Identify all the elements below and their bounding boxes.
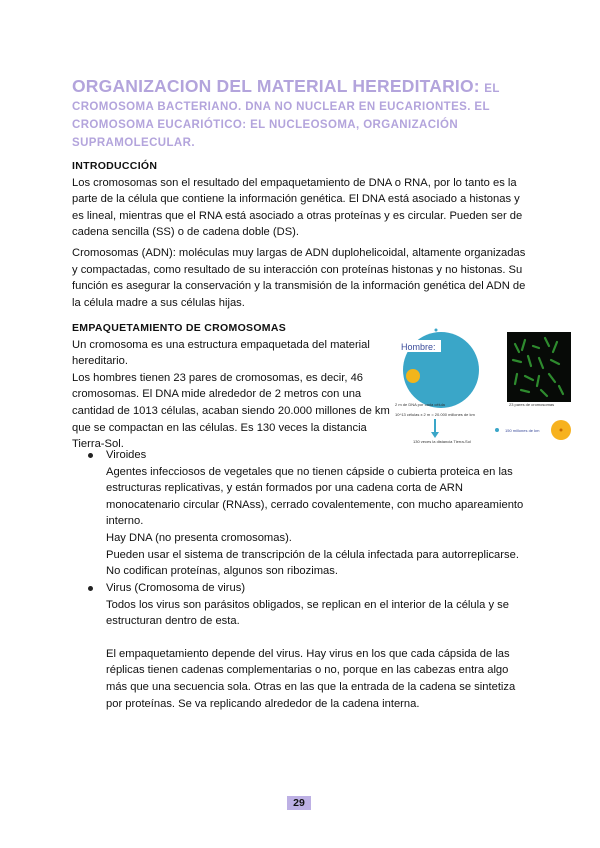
text-line: No codifican proteínas, algunos son ribozimas. — [106, 565, 338, 578]
viroids-title: Viroides — [106, 449, 147, 461]
text-line: El empaquetamiento depende del virus. Hay virus en los que cada cápsida de las — [106, 647, 510, 660]
sun-center — [560, 429, 563, 432]
text-line: por proteínas. Se va replicando alrededor de la cadena interna. — [106, 697, 420, 710]
packing-heading: EMPAQUETAMIENTO DE CROMOSOMAS — [72, 322, 287, 334]
title-line-2: CROMOSOMA BACTERIANO. DNA NO NUCLEAR EN EUCARIONTES. EL — [72, 101, 490, 113]
text-line: réplicas tienen cadenas complementarias o no, porque en las cabezas entra algo — [106, 664, 509, 677]
packing-section — [72, 320, 392, 453]
caption-sun: 150 millones de km — [505, 428, 540, 433]
text-line: Los cromosomas son el resultado del empaquetamiento de DNA o RNA, por lo tanto es la — [72, 176, 517, 189]
label-hombre: Hombre: — [401, 342, 436, 352]
text-line: estructuras replicativas, y están formados por una cadena corta de ARN — [106, 482, 463, 495]
text-line: cadena sencilla (SS) o de cadena doble (DS). — [72, 226, 299, 239]
bullet-viruses — [88, 580, 528, 712]
text-line: Agentes infecciosos de vegetales que no tienen cápside o cubierta proteica en las — [106, 465, 513, 478]
text-line: que se compactan en las células. Es 130 veces la distancia — [72, 421, 367, 434]
packing-paragraph — [72, 337, 392, 453]
intro-section — [72, 158, 528, 241]
document-title — [72, 76, 532, 152]
text-line: interno. — [106, 515, 144, 528]
title-line-3: CROMOSOMA EUCARIÓTICO: EL NUCLEOSOMA, ORGANIZACIÓN — [72, 119, 459, 131]
intro-paragraph-2 — [72, 245, 528, 311]
title-main: ORGANIZACION DEL MATERIAL HEREDITARIO: — [72, 76, 480, 96]
text-line: parte de la célula que contiene la información genética. El DNA está asociado a histonas y — [72, 193, 520, 206]
earth-dot — [495, 428, 499, 432]
title-line-4: SUPRAMOLECULAR. — [72, 137, 195, 149]
text-line: cromosomas. El DNA mide alrededor de 2 metros con una — [72, 388, 362, 401]
bullet-icon — [88, 453, 93, 458]
text-line: Pueden usar el sistema de transcripción de la célula infectada para autorreplicarse. — [106, 548, 519, 561]
text-line: Los hombres tienen 23 pares de cromosomas, es decir, 46 — [72, 371, 364, 384]
caption-left: 2 m de DNA por cada célula — [395, 402, 445, 407]
text-line: estructuran dentro de esta. — [106, 615, 240, 628]
arrow-head — [431, 432, 439, 438]
decor-dot — [435, 329, 438, 332]
text-line: es lineal, mientras que el RNA está asociado a otras proteínas y es circular. Pueden ser de — [72, 209, 523, 222]
text-line: Un cromosoma es una estructura empaquetada del material — [72, 338, 370, 351]
text-line: hereditario. — [72, 355, 128, 368]
text-line: monocatenario circular (RNAss), cerrado covalentemente, con mucho apareamiento — [106, 498, 524, 511]
figure-svg — [393, 326, 573, 448]
title-tail: EL — [484, 83, 500, 95]
viruses-title: Virus (Cromosoma de virus) — [106, 582, 246, 594]
bullet-viroids — [88, 447, 528, 580]
caption-bottom: 130 veces la distancia Tierra-Sol — [413, 439, 471, 444]
text-line: Todos los virus son parásitos obligados, se replican en el interior de la célula y se — [106, 598, 509, 611]
title-line-1 — [72, 76, 532, 98]
caption-cells: 10^13 células x 2 m = 20.000 millones de km — [395, 412, 475, 417]
intro-paragraph-1 — [72, 175, 528, 241]
bullet-icon — [88, 586, 93, 591]
dna-packing-figure — [393, 326, 573, 448]
text-line: más que una secuencia sola. Otras en las que la entrada de la cadena se sintetiza — [106, 680, 516, 693]
text-line: y compactadas, como resultado de su interacción con proteínas histonas y no histonas. Su — [72, 263, 523, 276]
page-number: 29 — [287, 796, 311, 810]
text-line: función es asegurar la conservación y la transmisión de la información genética del ADN de — [72, 280, 526, 293]
nucleus-illustration — [406, 369, 420, 383]
intro-heading: INTRODUCCIÓN — [72, 160, 158, 172]
caption-chromosomes: 23 pares de cromosomas — [509, 402, 555, 407]
text-line: la célula madre a sus células hijas. — [72, 296, 245, 309]
text-line: Tierra-Sol. — [72, 438, 124, 451]
text-line: Cromosomas (ADN): moléculas muy largas de ADN duplohelicoidal, altamente organizadas — [72, 247, 526, 259]
text-line: cantidad de 1013 células, acaban siendo 20.000 millones de km — [72, 404, 390, 417]
text-line: Hay DNA (no presenta cromosomas). — [106, 531, 292, 544]
